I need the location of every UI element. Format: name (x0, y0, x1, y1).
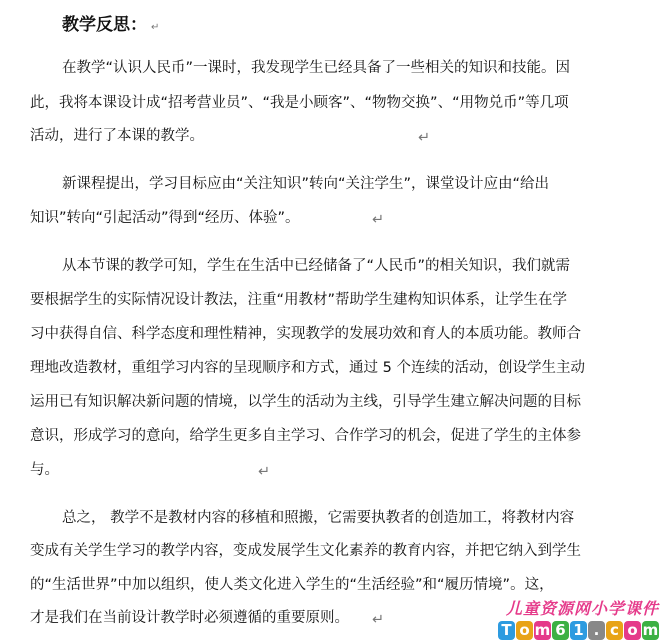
p4-line2: 变成有关学生学习的教学内容，变成发展学生文化素养的教育内容，并把它纳入到学生 (30, 543, 581, 559)
watermark-letter: 1 (570, 621, 587, 640)
watermark-letter: m (642, 621, 659, 639)
p3-line4: 理地改造教材，重组学习内容的呈现顺序和方式，通过 5 个连续的活动，创设学生主动 (30, 360, 585, 376)
watermark-logo (498, 621, 659, 640)
p3-line7: 与。 (30, 462, 59, 478)
watermark-letter: T (498, 621, 515, 640)
p1-line3: 活动，进行了本课的教学。 (30, 128, 204, 144)
doc-title: 教学反思： ↵ (62, 15, 160, 35)
p1-line1: 在教学“认识人民币”一课时，我发现学生已经具备了一些相关的知识和技能。因 (62, 60, 571, 76)
p3-line2: 要根据学生的实际情况设计教法，注重“用教材”帮助学生建构知识体系，让学生在学 (30, 292, 568, 308)
watermark-letter: o (624, 621, 641, 640)
paragraph-mark: ↵ (151, 22, 160, 33)
p3-line1: 从本节课的教学可知，学生在生活中已经储备了“人民币”的相关知识，我们就需 (62, 258, 571, 274)
p2-line1: 新课程提出，学习目标应由“关注知识”转向“关注学生”，课堂设计应由“给出 (62, 176, 550, 192)
paragraph-mark: ↵ (372, 612, 385, 628)
site-watermark (498, 596, 659, 640)
paragraph-mark: ↵ (258, 464, 271, 480)
p1-line2: 此，我将本课设计成“招考营业员”、“我是小顾客”、“物物交换”、“用物兑币”等几项 (30, 95, 569, 111)
p4-line4: 才是我们在当前设计教学时必须遵循的重要原则。 (30, 610, 349, 626)
p4-line1: 总之， 教学不是教材内容的移植和照搬，它需要执教者的创造加工，将教材内容 (62, 510, 575, 526)
p3-line6: 意识，形成学习的意向，给学生更多自主学习、合作学习的机会，促进了学生的主体参 (30, 428, 581, 444)
paragraph-mark: ↵ (418, 130, 431, 146)
watermark-letter: m (534, 621, 551, 639)
watermark-letter: c (606, 621, 623, 640)
p3-line3: 习中获得自信、科学态度和理性精神，实现教学的发展功效和育人的本质功能。教师合 (30, 326, 581, 342)
watermark-letter: . (588, 621, 605, 640)
paragraph-mark: ↵ (372, 212, 385, 228)
watermark-text: 儿童资源网小学课件 (505, 599, 659, 618)
watermark-letter: o (516, 621, 533, 640)
p3-line5: 运用已有知识解决新问题的情境，以学生的活动为主线，引导学生建立解决问题的目标 (30, 394, 581, 410)
p4-line3: 的“生活世界”中加以组织，使人类文化进入学生的“生活经验”和“履历情境”。这， (30, 577, 554, 593)
p2-line2: 知识”转向“引起活动”得到“经历、体验”。 (30, 210, 300, 226)
watermark-letter: 6 (552, 621, 569, 640)
